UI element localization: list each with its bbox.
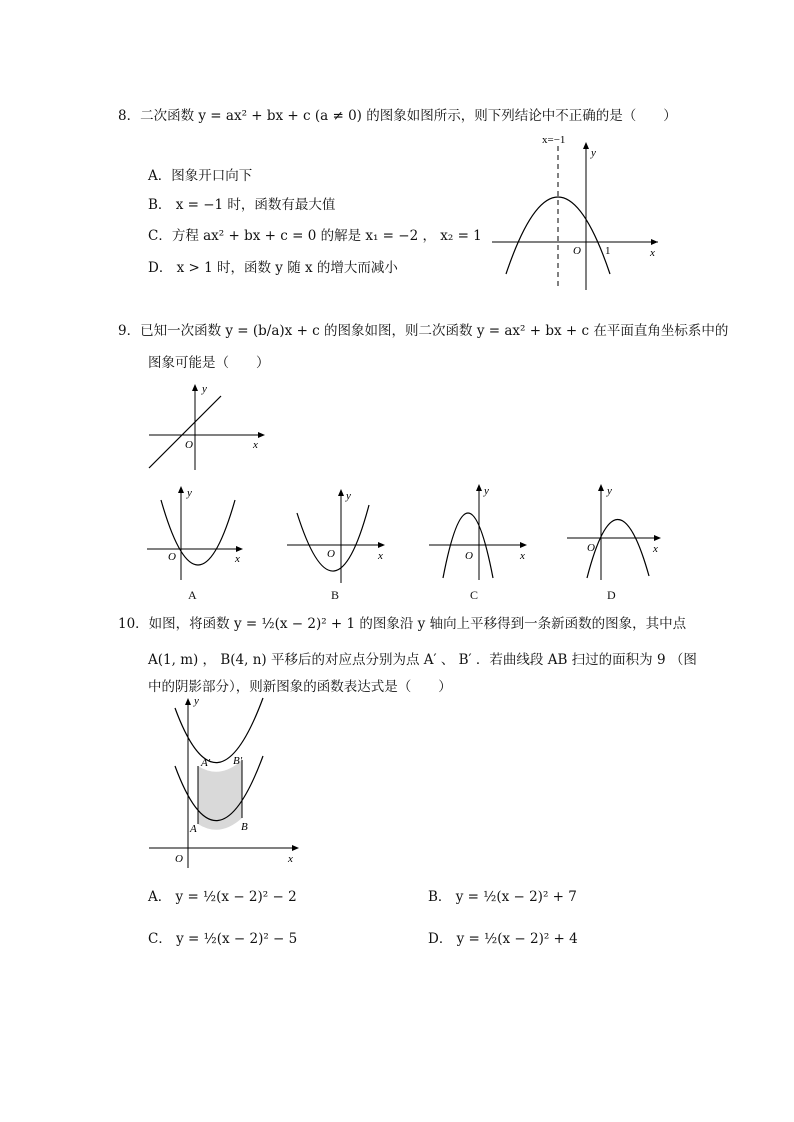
q9-stem-line1: 9．已知一次函数 y = (b/a)x + c 的图象如图，则二次函数 y = ax² + bx + c 在平面直角坐标系中的 — [118, 323, 729, 339]
q9-choice-c-figure[interactable] — [425, 480, 535, 583]
shaded-region — [198, 760, 242, 830]
svg-text:A: A — [190, 823, 197, 835]
q8-option-c[interactable]: C．方程 ax² + bx + c = 0 的解是 x₁ = −2 ， x₂ = 1 — [148, 228, 482, 244]
q8-option-b[interactable]: B． x = −1 时，函数有最大值 — [148, 197, 336, 213]
svg-text:x: x — [650, 247, 655, 259]
linear-graph — [149, 396, 221, 468]
q10-shift-figure — [145, 692, 305, 870]
q9-choice-d-label[interactable]: D — [607, 588, 616, 602]
svg-text:y: y — [591, 147, 596, 159]
svg-text:y: y — [346, 490, 351, 502]
q9-choice-d-figure[interactable] — [563, 480, 668, 583]
q8-stem: 8．二次函数 y = ax² + bx + c (a ≠ 0) 的图象如图所示，则下列结论中不正确的是（ ） — [118, 108, 677, 124]
svg-text:y: y — [194, 695, 199, 707]
q10-option-c[interactable]: C． y = ½(x − 2)² − 5 — [148, 931, 298, 947]
q9-stem-line2: 图象可能是（ ） — [148, 355, 270, 371]
q8-parabola-figure — [488, 132, 668, 294]
q9-choice-b-figure[interactable] — [283, 485, 393, 585]
q10-option-b[interactable]: B． y = ½(x − 2)² + 7 — [428, 889, 577, 905]
svg-text:O: O — [465, 550, 473, 562]
svg-text:y: y — [607, 485, 612, 497]
svg-text:y: y — [202, 383, 207, 395]
svg-text:x: x — [288, 853, 293, 865]
svg-text:x: x — [253, 439, 258, 451]
svg-text:A′: A′ — [201, 757, 211, 769]
q10-stem-line2: A(1, m) ， B(4, n) 平移后的对应点分别为点 A′ 、 B′ ．若曲线段 AB 扫过的面积为 9 （图 — [148, 652, 697, 668]
svg-text:O: O — [185, 439, 193, 451]
svg-text:O: O — [327, 548, 335, 560]
svg-text:O: O — [573, 245, 581, 257]
svg-text:y: y — [187, 487, 192, 499]
q9-choice-c-label[interactable]: C — [470, 588, 479, 602]
q10-option-d[interactable]: D． y = ½(x − 2)² + 4 — [428, 931, 578, 947]
q10-stem-line1: 10．如图，将函数 y = ½(x − 2)² + 1 的图象沿 y 轴向上平移得到一条新函数的图象，其中点 — [118, 616, 687, 632]
svg-text:x: x — [378, 550, 383, 562]
q8-option-d[interactable]: D． x > 1 时，函数 y 随 x 的增大而减小 — [148, 260, 398, 276]
q9-choice-a-label[interactable]: A — [188, 588, 197, 602]
svg-text:B: B — [241, 821, 248, 833]
q9-choice-b-label[interactable]: B — [331, 588, 340, 602]
parabola-curve — [506, 197, 610, 274]
svg-text:1: 1 — [605, 245, 611, 257]
axis-mark-label: x=−1 — [542, 134, 566, 146]
svg-text:B′: B′ — [233, 755, 243, 767]
q9-given-line-figure — [145, 380, 270, 475]
q10-option-a[interactable]: A． y = ½(x − 2)² − 2 — [148, 889, 297, 905]
q9-choice-a-figure[interactable] — [143, 482, 248, 582]
svg-text:x: x — [520, 550, 525, 562]
svg-text:x: x — [653, 543, 658, 555]
q10-stem-line3: 中的阴影部分），则新图象的函数表达式是（ ） — [148, 679, 452, 695]
svg-text:x: x — [235, 553, 240, 565]
svg-text:O: O — [175, 853, 183, 865]
svg-text:y: y — [484, 485, 489, 497]
svg-text:O: O — [168, 551, 176, 563]
q8-option-a[interactable]: A．图象开口向下 — [148, 168, 253, 184]
svg-text:O: O — [587, 542, 595, 554]
